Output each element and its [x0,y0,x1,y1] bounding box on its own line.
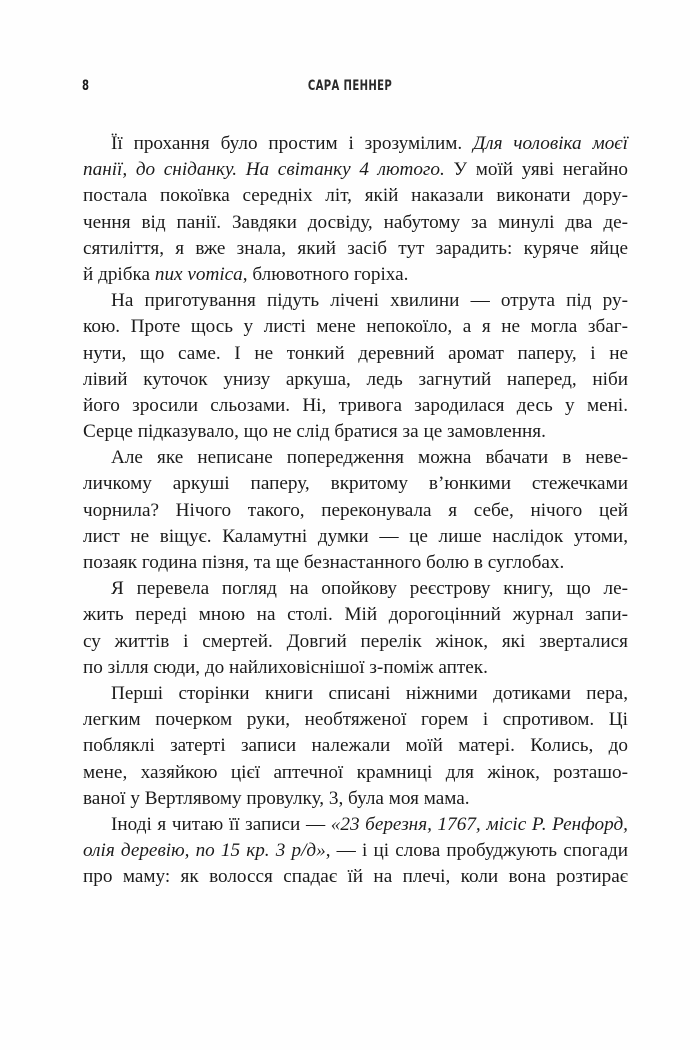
text-line [83,131,628,157]
text-run: його зросили сльозами. Ні, тривога зародилася десь у мені. [83,394,628,416]
text-line [83,157,628,183]
paragraph [83,288,628,445]
text-run: Її прохання було простим і зрозумілим. [111,133,474,154]
text-line [83,786,628,812]
page-number: 8 [82,78,90,94]
text-run: Я перевела погляд на опойкову реєстрову книгу, що ле- [111,578,628,600]
text-run: мене, хазяйкою цієї аптечної крамниці для жінок, розташо- [83,761,628,783]
text-run: су життів і смертей. Довгий перелік жінок, які зверталися [83,630,628,652]
text-line [83,602,628,628]
text-line [83,733,628,759]
text-line [83,341,628,367]
text-run: про маму: як волосся спадає їй на плечі, коли вона розтирає [83,866,628,888]
text-line [83,576,628,602]
text-line [83,183,628,209]
italic-run: nux vomica [154,263,243,285]
text-line [83,288,628,314]
text-run: постала покоївка середніх літ, якій наказали виконати дору- [83,185,628,207]
text-run: легким почерком руки, необтяженої горем і спротивом. Ці [83,709,628,731]
paragraph [83,576,628,681]
text-line [83,210,628,236]
paragraph [83,812,628,891]
text-line [83,367,628,393]
italic-run: олія деревію, по 15 кр. 3 р/д» [83,840,326,862]
text-run: чення від панії. Завдяки досвіду, набутому за минулі два де- [83,211,628,233]
paragraph [83,445,628,576]
text-run: У моїй уяві негайно [444,159,628,181]
text-run: На приготування підуть лічені хвилини — отрута під ру- [111,290,628,312]
text-run: чорнила? Нічого такого, переконувала я себе, нічого цей [83,499,628,521]
text-line [83,629,628,655]
text-line [83,681,628,707]
text-line [83,864,628,890]
text-run: кою. Проте щось у листі мене непокоїло, а я не могла збаг- [83,316,628,338]
text-run: лівий куточок унизу аркуша, ледь загнутий наперед, ніби [83,368,628,390]
text-line [83,262,628,288]
body-text [83,131,628,890]
text-line [83,498,628,524]
italic-run: Для чоловіка моєї [473,133,628,154]
text-run: Іноді я читаю її записи — [111,813,331,835]
text-run: по зілля сюди, до найлиховіснішої з-поміж аптек. [83,656,488,678]
running-head-author: САРА ПЕННЕР [307,78,393,94]
text-run: Серце підказувало, що не слід братися за це замовлення. [83,421,546,443]
text-run: личкому аркуші паперу, вкритому в’юнкими стежечками [83,473,628,495]
text-run: нути, що саме. І не тонкий деревний аромат паперу, і не [83,342,628,364]
text-line [83,838,628,864]
text-run: жить переді мною на столі. Мій дорогоцінний журнал запи- [83,604,628,626]
text-line [83,550,628,576]
text-run: Перші сторінки книги списані ніжними дотиками пера, [111,682,628,704]
text-run: лист не віщує. Каламутні думки — це лише наслідок утоми, [83,525,628,547]
text-line [83,655,628,681]
text-line [83,524,628,550]
running-head [0,78,700,100]
text-line [83,471,628,497]
text-run: позаяк година пізня, та ще безнастанного болю в суглобах. [83,552,565,573]
text-run: сятиліття, я вже знала, який засіб тут зарадить: куряче яйце [83,237,628,259]
italic-run: панії, до сніданку. На світанку 4 лютого. [83,159,445,181]
text-run: , блювотного горіха. [242,263,409,285]
text-line [83,812,628,838]
text-run: , — і ці слова пробуджують спогади [325,840,628,862]
italic-run: «23 березня, 1767, місіс Р. Ренфорд, [330,813,628,835]
text-run: Але яке неписане попередження можна вбачати в неве- [111,447,628,469]
text-line [83,707,628,733]
text-line [83,445,628,471]
text-run: й дрібка [83,263,155,285]
text-run: побляклі затерті записи належали моїй матері. Колись, до [83,735,628,757]
text-line [83,760,628,786]
text-line [83,236,628,262]
text-run: ваної у Вертлявому провулку, 3, була моя мама. [83,787,470,809]
text-line [83,419,628,445]
text-line [83,314,628,340]
text-line [83,393,628,419]
paragraph [83,131,628,288]
paragraph [83,681,628,812]
